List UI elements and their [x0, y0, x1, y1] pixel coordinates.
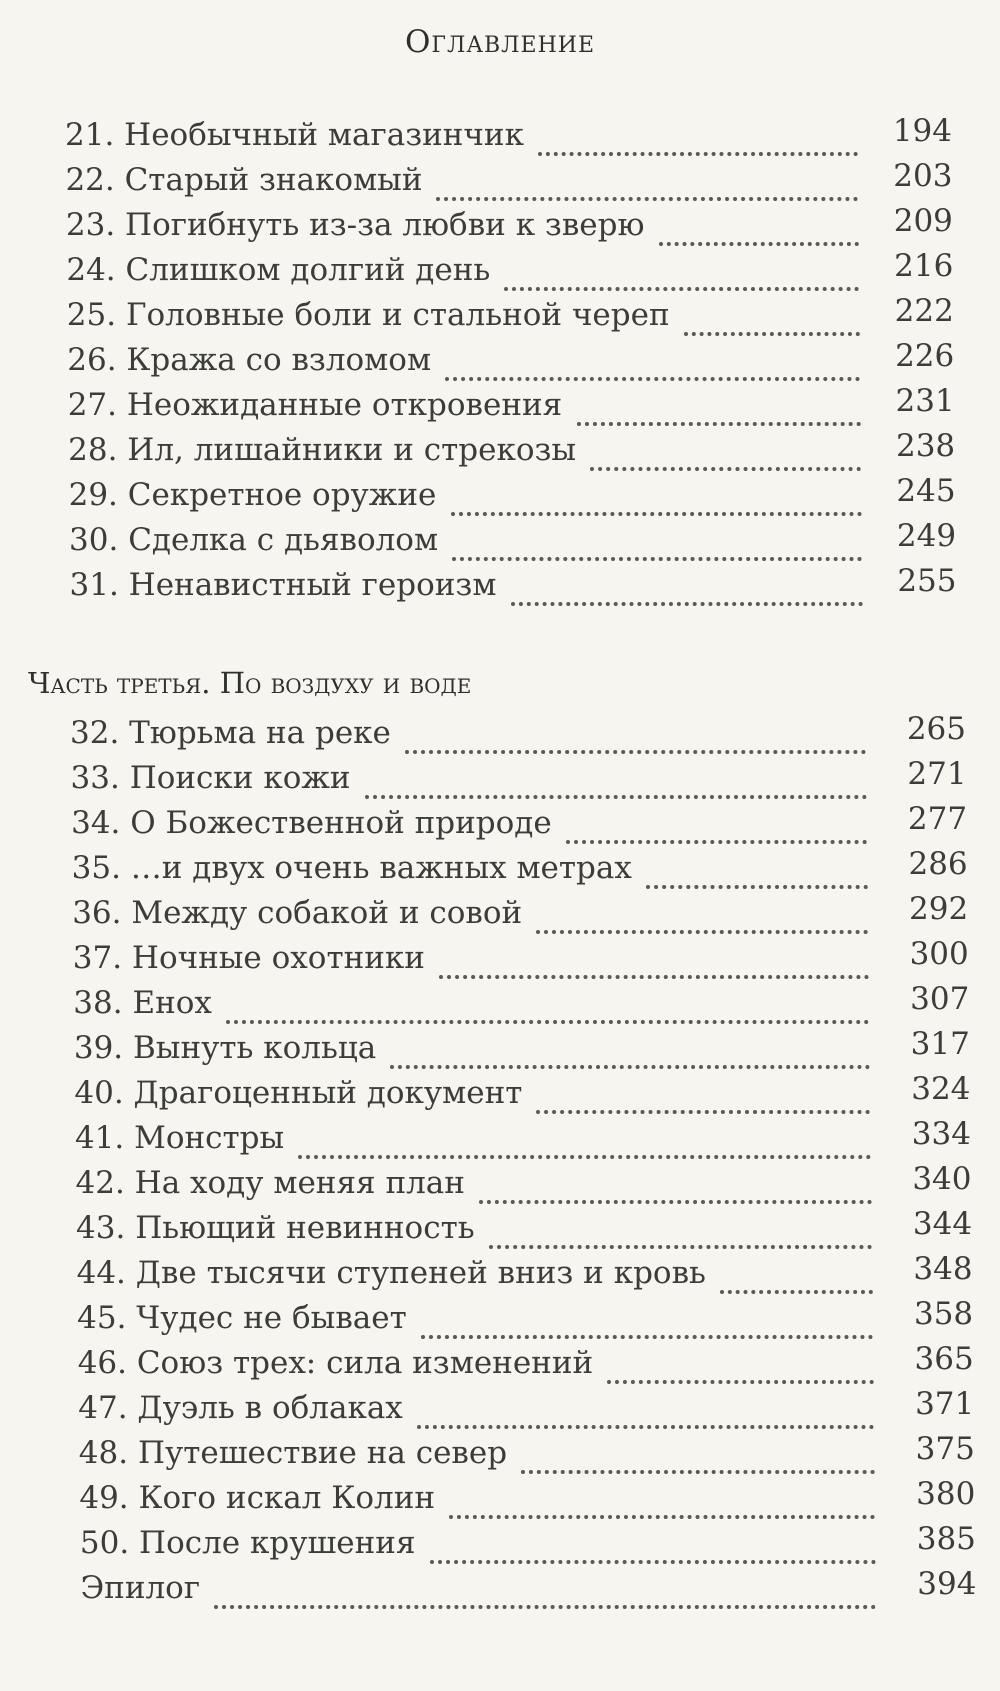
page-title: Оглавление	[404, 24, 596, 60]
toc-entry-title: 29. Секретное оружие	[68, 477, 437, 513]
toc-entry-title: 49. Кого искал Колин	[79, 1480, 436, 1516]
dot-leader	[684, 302, 860, 336]
toc-entry-title: 36. Между собакой и совой	[72, 895, 523, 931]
dot-leader	[439, 945, 869, 979]
toc-entry-title: 21. Необычный магазинчик	[65, 117, 524, 153]
toc-entry	[0, 112, 1000, 157]
toc-entry-title: 28. Ил, лишайники и стрекозы	[68, 432, 577, 468]
toc-entry-page: 375	[915, 1431, 975, 1467]
dot-leader	[421, 1305, 873, 1339]
toc-entry-title: 50. После крушения	[79, 1525, 416, 1561]
dot-leader	[646, 855, 868, 889]
dot-leader	[436, 167, 858, 201]
dot-leader	[577, 392, 861, 426]
toc-entry	[0, 337, 1000, 382]
dot-leader	[390, 1035, 870, 1069]
dot-leader	[405, 720, 866, 754]
dot-leader	[226, 990, 869, 1024]
toc-entry-page: 231	[895, 383, 955, 419]
toc-entry	[0, 1340, 1000, 1385]
toc-entry	[0, 710, 1000, 755]
toc-entry-page: 307	[910, 981, 970, 1017]
toc-entry	[0, 1160, 1000, 1205]
toc-entry-page: 385	[916, 1521, 976, 1557]
dot-leader	[451, 482, 862, 516]
toc-entry	[0, 1205, 1000, 1250]
toc-entry	[0, 1385, 1000, 1430]
toc-entry-page: 249	[896, 518, 957, 554]
toc-entry	[0, 292, 1000, 337]
toc-entry	[0, 845, 1000, 890]
toc-entry-title: 46. Союз трех: сила изменений	[77, 1345, 594, 1381]
toc-entry	[0, 247, 1000, 292]
toc-entry	[0, 1475, 1000, 1520]
toc-entry-title: 45. Чудес не бывает	[77, 1300, 407, 1336]
dot-leader	[720, 1260, 873, 1294]
toc-entry	[0, 382, 1000, 427]
toc-entry-page: 245	[896, 473, 956, 509]
dot-leader	[590, 437, 861, 471]
toc-entry-page: 300	[909, 936, 969, 972]
toc-entry	[0, 800, 1000, 845]
dot-leader	[479, 1170, 872, 1204]
toc-entry-page: 334	[911, 1116, 971, 1152]
toc-entry-title: 44. Две тысячи ступеней вниз и кровь	[76, 1255, 706, 1291]
dot-leader	[417, 1395, 874, 1429]
dot-leader	[430, 1530, 876, 1564]
dot-leader	[538, 122, 858, 156]
toc-entry-page: 209	[893, 203, 953, 239]
toc-entry-title: 41. Монстры	[74, 1120, 285, 1156]
toc-entry-page: 317	[910, 1026, 970, 1062]
toc-entry-title: 23. Погибнуть из-за любви к зверю	[65, 207, 645, 243]
toc-entry-title: 31. Ненавистный героизм	[69, 567, 497, 603]
toc-entry-page: 222	[894, 293, 954, 329]
toc-entry	[0, 157, 1000, 202]
toc-entry	[0, 517, 1000, 562]
toc-entry-title: 48. Путешествие на север	[78, 1435, 508, 1471]
toc-entry-title: 22. Старый знакомый	[65, 162, 423, 198]
toc-entry-title: 38. Енох	[73, 985, 212, 1021]
toc-entry	[0, 1520, 1000, 1565]
toc-entry	[0, 980, 1000, 1025]
toc-entry-title: Эпилог	[80, 1570, 201, 1606]
dot-leader	[449, 1485, 875, 1519]
toc-entry-title: 30. Сделка с дьяволом	[69, 522, 439, 558]
dot-leader	[365, 765, 867, 799]
toc-entry-page: 324	[911, 1071, 971, 1107]
dot-leader	[489, 1215, 872, 1249]
dot-leader	[521, 1440, 875, 1474]
toc-entry-title: 43. Пьющий невинность	[76, 1210, 475, 1246]
toc-entry-title: 27. Неожиданные откровения	[67, 387, 563, 423]
dot-leader	[536, 900, 868, 934]
toc-entry	[0, 1295, 1000, 1340]
dot-leader	[511, 572, 863, 606]
toc-entry-page: 226	[895, 338, 955, 374]
toc-entry	[0, 472, 1000, 517]
toc-entry	[0, 1430, 1000, 1475]
dot-leader	[607, 1350, 874, 1384]
toc-entry	[0, 1070, 1000, 1115]
toc-entry-page: 277	[907, 801, 968, 837]
toc-entry-page: 203	[893, 158, 953, 194]
toc-entry-page: 394	[917, 1566, 977, 1602]
toc-entry-page: 286	[908, 846, 968, 882]
toc-entry-page: 340	[912, 1161, 972, 1197]
toc-entry-page: 348	[913, 1251, 973, 1287]
toc-entry-title: 34. О Божественной природе	[71, 805, 552, 841]
toc-entry-title: 25. Головные боли и стальной череп	[66, 297, 670, 333]
toc-entry	[0, 562, 1000, 607]
dot-leader	[659, 212, 859, 246]
part-three-heading: Часть третья. По воздуху и воде	[28, 666, 472, 700]
toc-entry	[0, 890, 1000, 935]
toc-entry-title: 40. Драгоценный документ	[74, 1075, 523, 1111]
toc-entry	[0, 1025, 1000, 1070]
dot-leader	[504, 257, 859, 291]
toc-section-part3	[0, 710, 1000, 1610]
toc-entry	[0, 755, 1000, 800]
toc-entry-title: 39. Вынуть кольца	[73, 1030, 377, 1066]
toc-entry-page: 292	[909, 891, 969, 927]
toc-entry-page: 255	[897, 563, 957, 599]
dot-leader	[445, 347, 860, 381]
toc-entry	[0, 1115, 1000, 1160]
dot-leader	[536, 1080, 870, 1114]
dot-leader	[298, 1125, 871, 1159]
toc-entry-page: 265	[906, 711, 966, 747]
toc-entry-page: 358	[913, 1296, 974, 1332]
toc-entry-page: 380	[916, 1476, 976, 1512]
toc-section-part2	[0, 112, 1000, 607]
toc-entry-title: 24. Слишком долгий день	[66, 252, 491, 288]
dot-leader	[452, 527, 862, 561]
toc-entry-title: 37. Ночные охотники	[72, 940, 425, 976]
toc-entry-page: 194	[892, 113, 952, 149]
toc-entry-title: 26. Кража со взломом	[67, 342, 432, 378]
toc-entry	[0, 202, 1000, 247]
toc-entry-page: 371	[915, 1386, 975, 1422]
toc-entry-page: 216	[894, 248, 954, 284]
toc-entry-title: 33. Поиски кожи	[70, 760, 351, 796]
toc-entry	[0, 1250, 1000, 1295]
toc-entry-page: 238	[895, 428, 956, 464]
toc-entry-title: 35. …и двух очень важных метрах	[71, 850, 632, 886]
toc-entry	[0, 427, 1000, 472]
dot-leader	[566, 810, 867, 844]
toc-entry	[0, 1565, 1000, 1610]
toc-entry-page: 365	[914, 1341, 974, 1377]
toc-entry-page: 344	[912, 1206, 973, 1242]
toc-entry-title: 42. На ходу меняя план	[75, 1165, 465, 1201]
dot-leader	[214, 1575, 876, 1609]
toc-entry-title: 32. Тюрьма на реке	[70, 715, 391, 751]
toc-entry	[0, 935, 1000, 980]
toc-entry-page: 271	[907, 756, 967, 792]
toc-entry-title: 47. Дуэль в облаках	[78, 1390, 403, 1426]
